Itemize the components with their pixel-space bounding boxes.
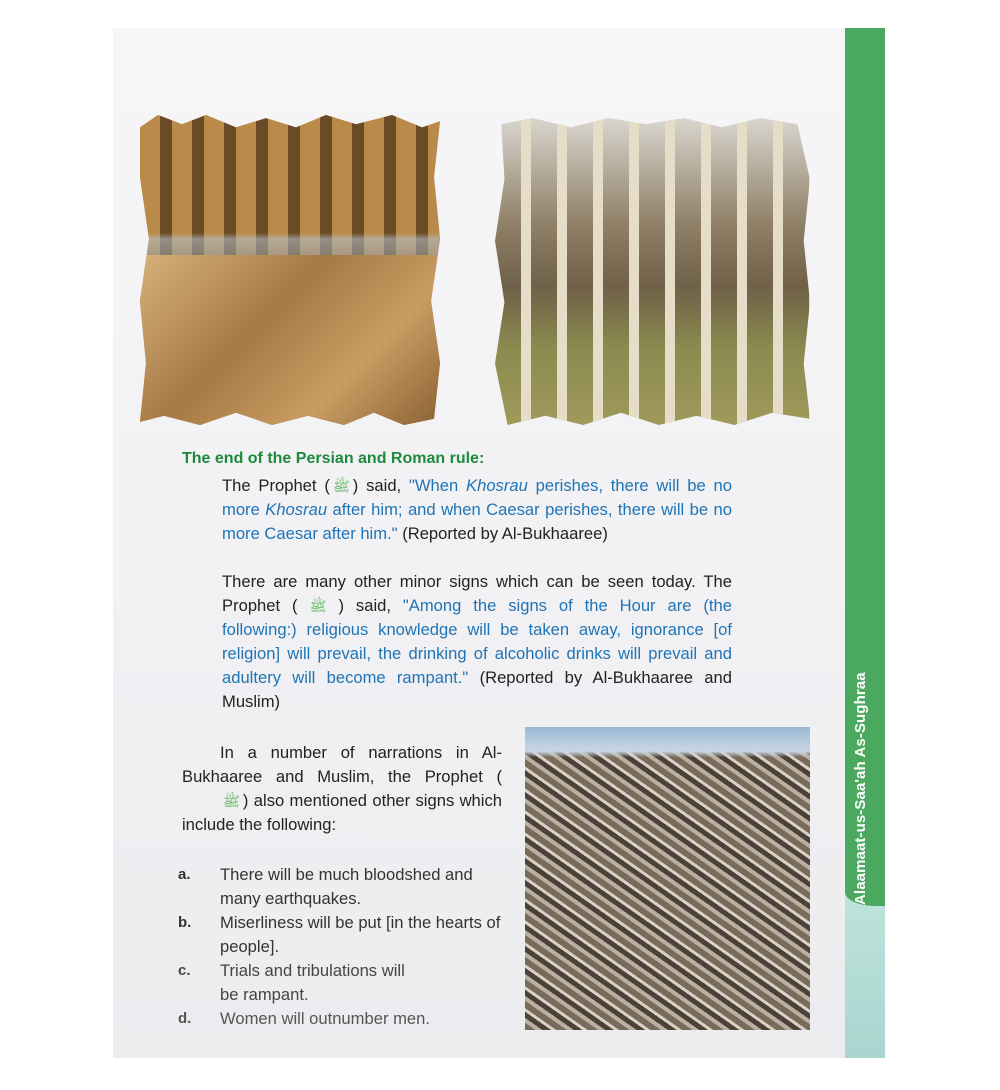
roman-ruins-photo: [495, 118, 810, 425]
list-text: Women will outnumber men.: [220, 1009, 430, 1028]
side-strip-lower: [845, 890, 885, 1058]
hadith-quote: "Among the signs of the Hour are (the following:) religious knowledge will be taken away, ignorance [of religion] will prevail, the drinking of alcoholic drinks will prevail and adultery will become rampant.": [222, 596, 732, 687]
text: There are many other minor signs which can be seen today. The Prophet (: [222, 572, 732, 615]
list-text: Miserliness will be put [in the hearts of people].: [220, 913, 501, 956]
persian-ruins-photo: [140, 115, 440, 425]
text: In a number of narrations in Al-Bukhaaree and Muslim, the Prophet (: [182, 743, 502, 786]
list-text: There will be much bloodshed and many earthquakes.: [220, 865, 473, 908]
list-item: [178, 1007, 508, 1031]
section-heading: The end of the Persian and Roman rule:: [182, 450, 485, 467]
list-label: c.: [178, 962, 191, 979]
list-text: Trials and tribulations will be rampant.: [220, 961, 405, 1004]
chapter-title: Alaamaat-us-Saa'ah As-Sughraa: [852, 672, 869, 905]
text: ) also mentioned other signs which include the following:: [182, 791, 502, 834]
list-item: [178, 863, 508, 911]
pbuh-calligraphy-icon: ﷺ: [223, 793, 240, 809]
signs-list: [178, 863, 508, 1031]
list-item: [178, 911, 508, 959]
earthquake-rubble-photo: [525, 727, 810, 1030]
pbuh-calligraphy-icon: ﷺ: [332, 478, 350, 494]
pbuh-calligraphy-icon: ﷺ: [309, 598, 327, 614]
text: perishes, there will be no more: [222, 476, 732, 519]
list-item: [178, 959, 508, 1007]
list-label: d.: [178, 1010, 192, 1027]
text: Khosrau: [466, 476, 528, 495]
text: after him; and when Caesar perishes, there will be no more Caesar after him.": [222, 500, 732, 543]
list-label: a.: [178, 866, 191, 883]
text: Khosrau: [265, 500, 328, 519]
paragraph-minor-signs: [222, 570, 732, 714]
reference: (Reported by Al-Bukhaaree and Muslim): [222, 668, 732, 711]
text: ) said,: [352, 476, 409, 495]
text: "When: [408, 476, 467, 495]
list-label: b.: [178, 914, 192, 931]
reference: (Reported by Al-Bukhaaree): [397, 524, 608, 543]
paragraph-khosrau: [222, 474, 732, 546]
text: The Prophet (: [222, 476, 330, 495]
text: ) said,: [338, 596, 403, 615]
paragraph-narrations: [182, 741, 502, 837]
